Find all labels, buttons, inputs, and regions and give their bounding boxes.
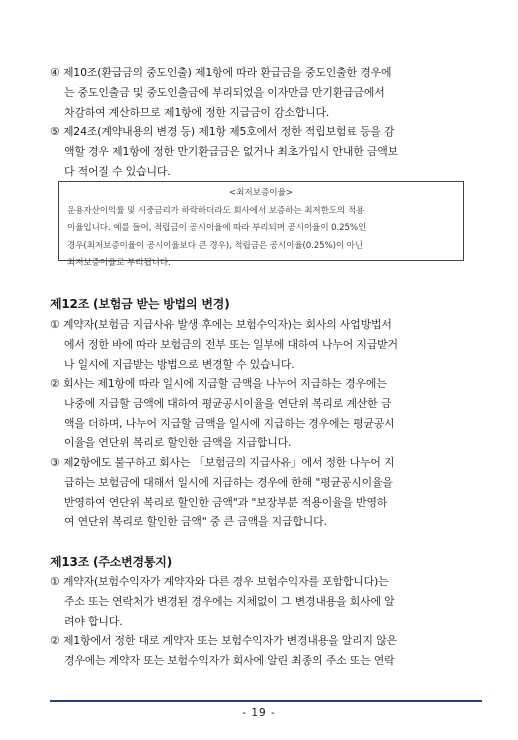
text-line: 제10조(환급금의 중도인출) 제1항에 따라 환급금을 중도인출한 경우에	[62, 66, 392, 79]
page-number: - 19 -	[242, 707, 276, 719]
paragraph-line	[50, 122, 482, 142]
note-line: 이율입니다. 예를 들어, 적립금이 공시이율에 따라 부리되며 공시이율이 0.25%인	[67, 223, 367, 234]
paragraph-line	[50, 315, 482, 335]
article-13-heading: 제13조 (주소변경통지)	[50, 555, 172, 569]
text-line: 급하는 보험금에 대해서 일시에 지급하는 경우에 한해 "평균공시이율을	[64, 475, 393, 489]
paragraph-line	[50, 572, 482, 592]
text-line: 여 연단위 복리로 할인한 금액" 중 큰 금액을 지급합니다.	[64, 515, 327, 529]
text-line: 는 중도인출금 및 중도인출금에 부리되었을 이자만큼 만기환급금에서	[64, 85, 385, 99]
text-line: 에서 정한 바에 따라 보험금의 전부 또는 일부에 대하여 나누어 지급받거	[64, 337, 398, 351]
minimum-guaranteed-rate-note	[58, 181, 464, 269]
paragraph-item-4	[50, 63, 482, 122]
article-13-item-2	[50, 631, 482, 671]
item-number: ③	[50, 456, 60, 469]
note-title: <최저보증이율>	[228, 188, 294, 198]
text-line: 경우에는 계약자 또는 보험수익자가 회사에 알린 최종의 주소 또는 연락	[64, 653, 395, 667]
text-line: 액할 경우 제1항에 정한 만기환급금은 없거나 최초가입시 안내한 금액보	[64, 144, 399, 158]
text-line: 액을 더하며, 나누어 지급할 금액을 일시에 지급하는 경우에는 평균공시	[64, 416, 395, 430]
item-number: ④	[50, 66, 60, 79]
article-12-item-1	[50, 315, 482, 374]
text-line: 이율을 연단위 복리로 할인한 금액을 지급합니다.	[64, 436, 292, 450]
text-line: 회사는 제1항에 따라 일시에 지급할 금액을 나누어 지급하는 경우에는	[62, 377, 387, 390]
text-line: 주소 또는 연락처가 변경된 경우에는 지체없이 그 변경내용을 회사에 알	[64, 594, 395, 608]
note-line: 경우(최저보증이율이 공시이율보다 큰 경우), 적립금은 공시이율(0.25%)이 아닌	[67, 240, 364, 251]
item-number: ①	[50, 318, 60, 331]
note-line: 운용자산이익률 및 시중금리가 하락하더라도 회사에서 보증하는 최저한도의 적용	[67, 205, 365, 216]
paragraph-line	[50, 374, 482, 394]
article-13-item-1	[50, 572, 482, 631]
text-line: 제1항에서 정한 대로 계약자 또는 보험수익자가 변경내용을 알리지 않은	[62, 634, 397, 647]
article-12-heading: 제12조 (보험금 받는 방법의 변경)	[50, 297, 230, 311]
paragraph-line	[50, 63, 482, 83]
text-line: 반영하여 연단위 복리로 할인한 금액"과 "보장부분 적용이율을 반영하	[64, 495, 388, 509]
item-number: ②	[50, 377, 60, 390]
item-number: ⑤	[50, 125, 60, 138]
article-12-item-3	[50, 453, 482, 532]
footer-rule	[50, 700, 482, 702]
paragraph-line	[50, 631, 482, 651]
text-line: 나 일시에 지급받는 방법으로 변경할 수 있습니다.	[64, 357, 295, 371]
text-line: 계약자(보험금 지급사유 발생 후에는 보험수익자)는 회사의 사업방법서	[62, 318, 392, 331]
note-line: 최저보증이율로 부리됩니다.	[67, 258, 171, 269]
paragraph-item-5	[50, 122, 482, 181]
text-line: 제24조(계약내용의 변경 등) 제1항 제5호에서 정한 적립보험료 등을 감	[62, 125, 395, 138]
text-line: 차감하여 계산하므로 제1항에 정한 지급금이 감소합니다.	[64, 105, 330, 119]
text-line: 다 적어질 수 있습니다.	[64, 164, 171, 178]
item-number: ②	[50, 634, 60, 647]
text-line: 나중에 지급할 금액에 대하여 평균공시이율을 연단위 복리로 계산한 금	[64, 396, 392, 410]
text-line: 려야 합니다.	[64, 614, 123, 628]
paragraph-line	[50, 453, 482, 473]
article-12-item-2	[50, 374, 482, 453]
text-line: 제2항에도 불구하고 회사는 「보험금의 지급사유」에서 정한 나누어 지	[62, 456, 395, 469]
text-line: 계약자(보험수익자가 계약자와 다른 경우 보험수익자를 포함합니다)는	[62, 575, 389, 588]
item-number: ①	[50, 575, 60, 588]
